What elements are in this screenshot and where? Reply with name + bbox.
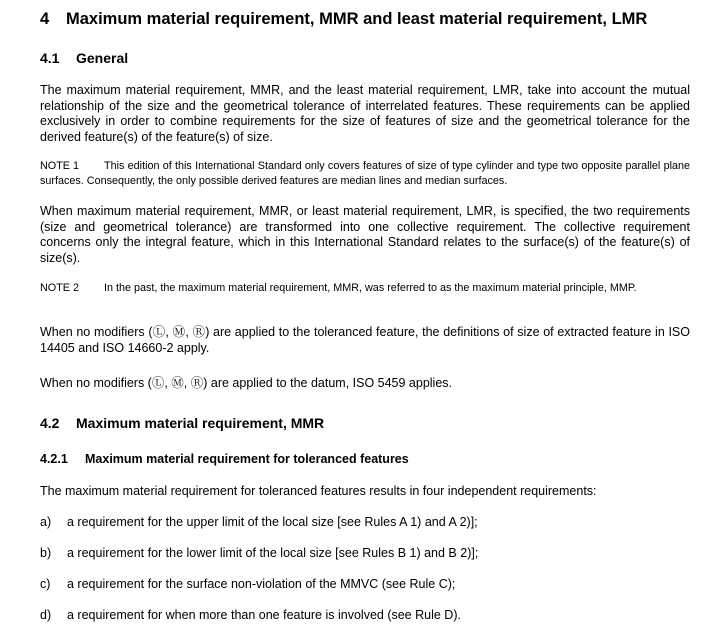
note-text: In the past, the maximum material requirement, MMR, was referred to as the maximum material principle, MMP.: [104, 282, 637, 294]
section-title: General: [76, 50, 129, 66]
list-item-text: a requirement for the surface non-violation of the MMVC (see Rule C);: [67, 577, 456, 591]
mmr-intro-text: The maximum material requirement for toleranced features results in four independent requirements:: [40, 484, 597, 498]
list-item-text: a requirement for the upper limit of the local size [see Rules A 1) and A 2)];: [67, 515, 478, 529]
list-item: [40, 515, 478, 529]
general-paragraph-2: When maximum material requirement, MMR, or least material requirement, LMR, is specified, the two requirements (size and geometrical tolerance) are transformed into one collective requirement. The collective requirement concerns only the integral feature, which in this International Standard relates to the surface(s) of the feature(s) of size(s).: [40, 204, 690, 265]
section-4-2-1-heading: [40, 452, 690, 466]
general-paragraph-3: When no modifiers (Ⓛ, Ⓜ, Ⓡ) are applied to the toleranced feature, the definitions of size of extracted feature in ISO 14405 and ISO 14660-2 apply.: [40, 325, 690, 355]
note-label: NOTE 2: [40, 282, 79, 294]
list-item-label: d): [40, 608, 52, 622]
general-paragraph-1: The maximum material requirement, MMR, and the least material requirement, LMR, take into account the mutual relationship of the size and the geometrical tolerance of interrelated features. These requirements can be applied exclusively in order to combine requirements for the size of features of size and the geometrical tolerance for the derived feature(s) of the feature(s) of size.: [40, 83, 690, 144]
section-title: Maximum material requirement for toleranced features: [85, 452, 409, 466]
section-number: 4.2: [40, 415, 60, 431]
list-item-text: a requirement for when more than one feature is involved (see Rule D).: [67, 608, 461, 622]
note-label: NOTE 1: [40, 160, 79, 172]
list-item: [40, 577, 455, 591]
section-4-heading: [40, 10, 690, 29]
section-4-1-heading: [40, 50, 690, 66]
note-1: [40, 159, 690, 189]
section-title: Maximum material requirement, MMR: [76, 415, 325, 431]
list-item-label: c): [40, 577, 51, 591]
section-4-2-heading: [40, 415, 690, 431]
list-item: [40, 546, 478, 560]
section-number: 4.2.1: [40, 452, 68, 466]
note-text: This edition of this International Standard only covers features of size of type cylinder and type two opposite parallel plane surfaces. Consequently, the only possible derived features are median lines and median surfaces.: [40, 160, 690, 187]
list-item-label: a): [40, 515, 52, 529]
note-2: [40, 281, 690, 296]
list-item-label: b): [40, 546, 52, 560]
section-title: Maximum material requirement, MMR and least material requirement, LMR: [66, 10, 648, 28]
section-number: 4: [40, 10, 50, 28]
general-paragraph-4: When no modifiers (Ⓛ, Ⓜ, Ⓡ) are applied to the datum, ISO 5459 applies.: [40, 376, 453, 390]
list-item-text: a requirement for the lower limit of the local size [see Rules B 1) and B 2)];: [67, 546, 479, 560]
list-item: [40, 608, 461, 622]
section-number: 4.1: [40, 50, 60, 66]
